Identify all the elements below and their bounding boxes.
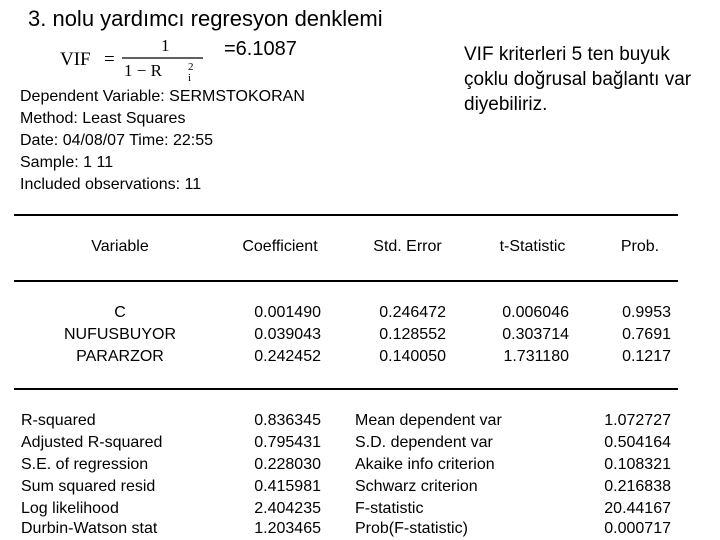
stat-value: 0.795431: [254, 434, 321, 451]
row-t-statistic: 1.731180: [503, 348, 569, 365]
stat-label: Prob(F-statistic): [355, 520, 468, 537]
table-top-rule: [14, 214, 678, 216]
formula-equals: =: [104, 49, 115, 70]
stat-label: F-statistic: [355, 500, 424, 517]
stat-label: Adjusted R-squared: [21, 434, 163, 451]
stat-value: 0.000717: [604, 520, 671, 537]
vif-formula: [58, 34, 208, 82]
row-coefficient: 0.242452: [254, 348, 321, 365]
stat-label: S.E. of regression: [21, 456, 149, 473]
row-std-error: 0.128552: [379, 326, 446, 343]
stats-top-rule: [14, 388, 678, 390]
header-variable: Variable: [91, 238, 149, 255]
stat-value: 0.228030: [254, 456, 321, 473]
row-prob: 0.7691: [622, 326, 671, 343]
stat-value: 0.836345: [254, 412, 321, 429]
vif-note: VIF kriterleri 5 ten buyuk çoklu doğrusal bağlantı var diyebiliriz.: [464, 44, 692, 115]
formula-denominator: 1 − R: [124, 61, 162, 80]
formula-superscript: 2: [188, 61, 194, 73]
stat-value: 1.203465: [254, 520, 321, 537]
sample: Sample: 1 11: [20, 154, 114, 171]
stat-value: 0.216838: [604, 478, 671, 495]
row-std-error: 0.140050: [379, 348, 446, 365]
method: Method: Least Squares: [20, 110, 186, 127]
stat-label: R-squared: [21, 412, 96, 429]
row-std-error: 0.246472: [379, 304, 446, 321]
header-bottom-rule: [14, 280, 678, 282]
row-coefficient: 0.039043: [254, 326, 321, 343]
stat-label: Akaike info criterion: [355, 456, 495, 473]
stat-label: Log likelihood: [21, 500, 119, 517]
date-time: Date: 04/08/07 Time: 22:55: [20, 132, 214, 149]
stat-label: Schwarz criterion: [355, 478, 478, 495]
header-coefficient: Coefficient: [242, 238, 318, 255]
stat-label: Mean dependent var: [355, 412, 502, 429]
row-prob: 0.1217: [622, 348, 671, 365]
dependent-variable: Dependent Variable: SERMSTOKORAN: [20, 88, 305, 105]
row-t-statistic: 0.303714: [502, 326, 569, 343]
stat-label: Sum squared resid: [21, 478, 156, 495]
header-std-error: Std. Error: [373, 238, 442, 255]
stat-value: 20.44167: [604, 500, 671, 517]
row-variable: PARARZOR: [76, 348, 164, 365]
stat-label: Durbin-Watson stat: [21, 520, 158, 537]
row-variable: NUFUSBUYOR: [63, 326, 176, 343]
formula-lhs: VIF: [60, 49, 91, 70]
row-t-statistic: 0.006046: [502, 304, 569, 321]
row-coefficient: 0.001490: [254, 304, 321, 321]
formula-numerator: 1: [161, 36, 170, 55]
slide-title: 3. nolu yardımcı regresyon denklemi: [28, 6, 383, 31]
included-observations: Included observations: 11: [20, 176, 202, 193]
row-prob: 0.9953: [622, 304, 671, 321]
regression-header: [20, 86, 305, 196]
row-variable: C: [114, 304, 126, 321]
header-t-statistic: t-Statistic: [499, 238, 566, 255]
stat-value: 1.072727: [604, 412, 671, 429]
stat-value: 0.108321: [604, 456, 671, 473]
header-prob: Prob.: [620, 238, 660, 255]
stat-value: 0.504164: [604, 434, 671, 451]
stat-value: 0.415981: [254, 478, 321, 495]
formula-subscript: i: [188, 72, 192, 82]
stat-value: 2.404235: [254, 500, 321, 517]
stat-label: S.D. dependent var: [355, 434, 493, 451]
vif-value: =6.1087: [224, 38, 297, 60]
